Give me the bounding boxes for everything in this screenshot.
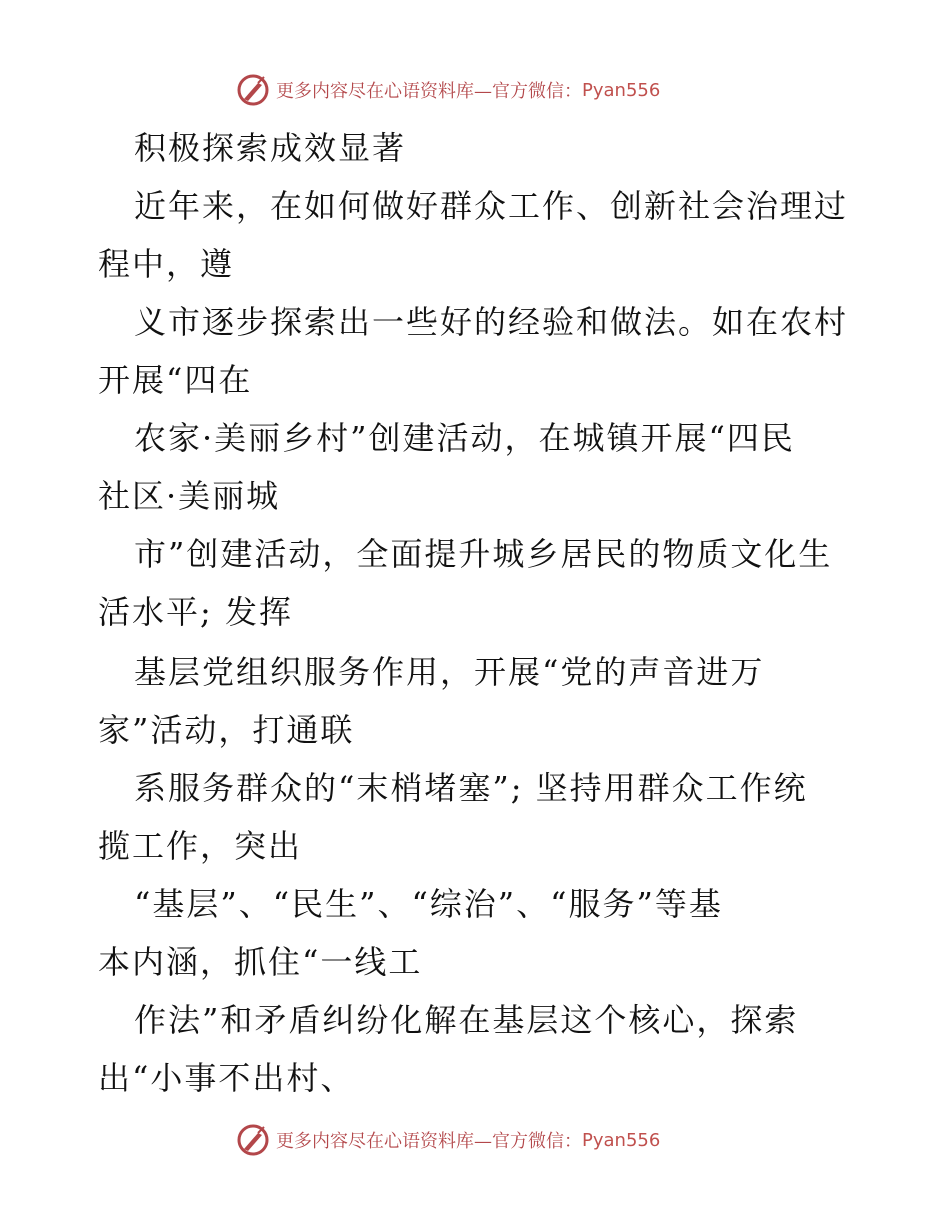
text-line: “基层”、“民生”、“综治”、“服务”等基: [134, 885, 723, 923]
text-line: 家”活动，打通联: [98, 711, 355, 749]
footer-watermark: [236, 1122, 660, 1158]
text-line: 义市逐步探索出一些好的经验和做法。如在农村: [134, 303, 849, 341]
text-line: 系服务群众的“末梢堵塞”; 坚持用群众工作统: [134, 769, 808, 807]
header-watermark: [236, 72, 660, 108]
text-line: 活水平; 发挥: [98, 593, 293, 631]
text-line: 近年来，在如何做好群众工作、创新社会治理过: [134, 187, 849, 225]
text-line: 出“小事不出村、: [98, 1059, 355, 1097]
text-line: 开展“四在: [98, 361, 253, 399]
section-heading: 积极探索成效显著: [134, 129, 407, 167]
text-line: 市”创建活动，全面提升城乡居民的物质文化生: [134, 535, 833, 573]
text-line: 揽工作，突出: [98, 827, 303, 865]
watermark-text: 更多内容尽在心语资料库—官方微信：: [276, 81, 582, 102]
quill-pen-logo-icon: [236, 1123, 270, 1157]
text-line: 作法”和矛盾纠纷化解在基层这个核心，探索: [134, 1001, 799, 1039]
text-line: 基层党组织服务作用，开展“党的声音进万: [134, 653, 765, 691]
watermark-wechat-id: Pyan556: [582, 79, 661, 101]
watermark-text: 更多内容尽在心语资料库—官方微信：: [276, 1131, 582, 1152]
text-line: 本内涵，抓住“一线工: [98, 943, 423, 981]
text-line: 农家·美丽乡村”创建活动，在城镇开展“四民: [134, 419, 795, 457]
text-line: 社区·美丽城: [98, 477, 281, 515]
watermark-wechat-id: Pyan556: [582, 1129, 661, 1151]
quill-pen-logo-icon: [236, 73, 270, 107]
text-line: 程中，遵: [98, 245, 235, 283]
